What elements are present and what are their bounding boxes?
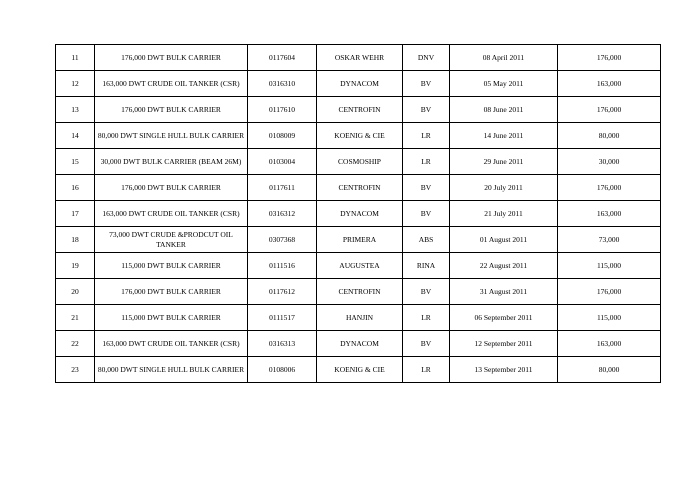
cell-owner: KOENIG & CIE [317,123,403,149]
table-row [56,305,661,331]
cell-owner: DYNACOM [317,331,403,357]
cell-description: 163,000 DWT CRUDE OIL TANKER (CSR) [95,71,248,97]
cell-class: RINA [403,253,450,279]
cell-tonnage: 115,000 [558,305,661,331]
cell-code: 0111516 [248,253,317,279]
cell-description: 163,000 DWT CRUDE OIL TANKER (CSR) [95,201,248,227]
cell-description: 73,000 DWT CRUDE &PRODCUT OIL TANKER [95,227,248,253]
cell-date: 05 May 2011 [450,71,558,97]
cell-description: 80,000 DWT SINGLE HULL BULK CARRIER [95,123,248,149]
cell-description: 176,000 DWT BULK CARRIER [95,45,248,71]
cell-date: 13 September 2011 [450,357,558,383]
cell-tonnage: 176,000 [558,45,661,71]
cell-date: 20 July 2011 [450,175,558,201]
cell-code: 0316310 [248,71,317,97]
cell-description: 115,000 DWT BULK CARRIER [95,305,248,331]
cell-class: BV [403,175,450,201]
cell-code: 0108009 [248,123,317,149]
cell-class: BV [403,71,450,97]
table-row [56,279,661,305]
cell-index: 21 [56,305,95,331]
cell-owner: CENTROFIN [317,279,403,305]
cell-code: 0316312 [248,201,317,227]
cell-owner: CENTROFIN [317,175,403,201]
cell-class: LR [403,149,450,175]
cell-tonnage: 30,000 [558,149,661,175]
cell-code: 0103004 [248,149,317,175]
cell-owner: HANJIN [317,305,403,331]
cell-class: BV [403,279,450,305]
cell-index: 12 [56,71,95,97]
cell-class: LR [403,123,450,149]
cell-index: 15 [56,149,95,175]
cell-tonnage: 80,000 [558,123,661,149]
cell-description: 115,000 DWT BULK CARRIER [95,253,248,279]
cell-tonnage: 176,000 [558,97,661,123]
cell-code: 0117612 [248,279,317,305]
cell-index: 14 [56,123,95,149]
cell-date: 06 September 2011 [450,305,558,331]
cell-tonnage: 176,000 [558,279,661,305]
table-row [56,357,661,383]
cell-tonnage: 176,000 [558,175,661,201]
table-row [56,253,661,279]
cell-code: 0307368 [248,227,317,253]
table-row [56,175,661,201]
cell-index: 22 [56,331,95,357]
cell-index: 23 [56,357,95,383]
cell-class: LR [403,305,450,331]
cell-tonnage: 163,000 [558,201,661,227]
cell-tonnage: 80,000 [558,357,661,383]
cell-index: 18 [56,227,95,253]
cell-date: 12 September 2011 [450,331,558,357]
cell-date: 29 June 2011 [450,149,558,175]
cell-index: 20 [56,279,95,305]
table-row [56,149,661,175]
cell-tonnage: 115,000 [558,253,661,279]
cell-class: LR [403,357,450,383]
cell-description: 163,000 DWT CRUDE OIL TANKER (CSR) [95,331,248,357]
cell-class: BV [403,201,450,227]
table-row [56,201,661,227]
cell-index: 11 [56,45,95,71]
cell-description: 176,000 DWT BULK CARRIER [95,279,248,305]
cell-index: 16 [56,175,95,201]
table-row [56,331,661,357]
cell-date: 08 June 2011 [450,97,558,123]
cell-owner: OSKAR WEHR [317,45,403,71]
cell-code: 0117604 [248,45,317,71]
cell-owner: PRIMERA [317,227,403,253]
cell-index: 13 [56,97,95,123]
cell-class: BV [403,331,450,357]
cell-code: 0111517 [248,305,317,331]
cell-owner: CENTROFIN [317,97,403,123]
table-row [56,71,661,97]
cell-date: 14 June 2011 [450,123,558,149]
cell-class: DNV [403,45,450,71]
cell-code: 0108006 [248,357,317,383]
table-row [56,123,661,149]
cell-description: 176,000 DWT BULK CARRIER [95,175,248,201]
cell-date: 22 August 2011 [450,253,558,279]
cell-code: 0117610 [248,97,317,123]
cell-class: BV [403,97,450,123]
table-row [56,227,661,253]
cell-owner: COSMOSHIP [317,149,403,175]
cell-date: 01 August 2011 [450,227,558,253]
vessel-delivery-table [55,44,661,383]
cell-owner: DYNACOM [317,71,403,97]
cell-owner: AUGUSTEA [317,253,403,279]
cell-description: 80,000 DWT SINGLE HULL BULK CARRIER [95,357,248,383]
cell-tonnage: 73,000 [558,227,661,253]
table-body [56,45,661,383]
cell-date: 21 July 2011 [450,201,558,227]
cell-description: 176,000 DWT BULK CARRIER [95,97,248,123]
cell-owner: DYNACOM [317,201,403,227]
cell-index: 17 [56,201,95,227]
cell-class: ABS [403,227,450,253]
table-row [56,45,661,71]
cell-date: 08 April 2011 [450,45,558,71]
cell-code: 0316313 [248,331,317,357]
cell-tonnage: 163,000 [558,331,661,357]
cell-index: 19 [56,253,95,279]
cell-description: 30,000 DWT BULK CARRIER (BEAM 26M) [95,149,248,175]
cell-owner: KOENIG & CIE [317,357,403,383]
cell-date: 31 August 2011 [450,279,558,305]
cell-tonnage: 163,000 [558,71,661,97]
cell-code: 0117611 [248,175,317,201]
table-row [56,97,661,123]
